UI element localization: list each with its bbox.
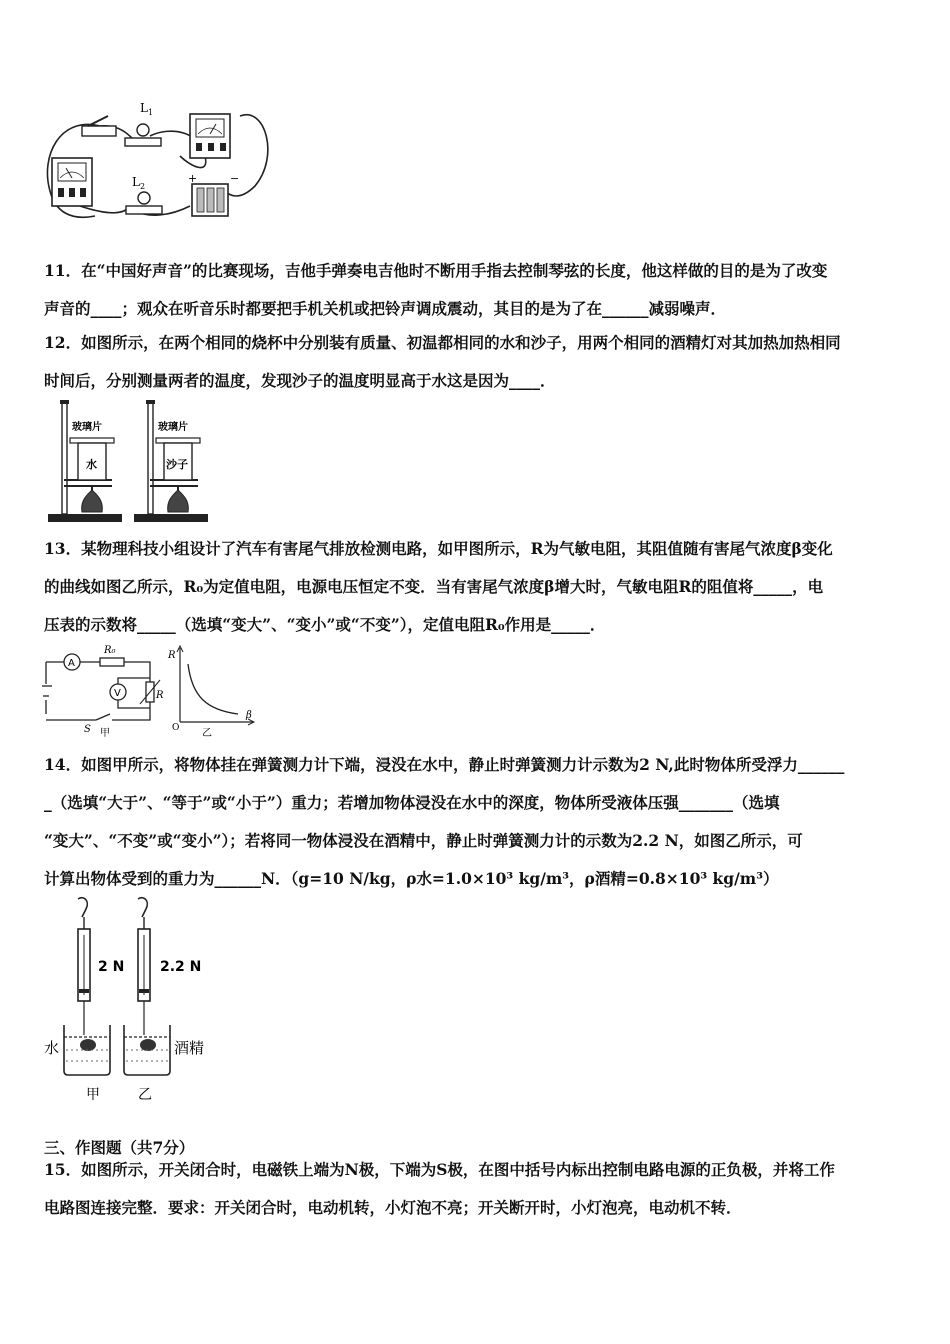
switch-label: S <box>84 724 91 735</box>
q12-line-1: 12．如图所示，在两个相同的烧杯中分别装有质量、初温都相同的水和沙子，用两个相同的酒精灯对其加热加热相同 <box>44 333 841 352</box>
question-11 <box>44 252 910 328</box>
water-label: 水 <box>86 458 97 471</box>
spring-scale-yi <box>138 898 156 1051</box>
glass-label-right: 玻璃片 <box>158 422 188 433</box>
beaker-water <box>64 1025 110 1075</box>
q11-line-2: 声音的____；观众在听音乐时都要把手机关机或把铃声调成震动，其目的是为了在______减弱噪声． <box>44 299 727 318</box>
ammeter-label: A <box>68 658 75 669</box>
lamp-l2 <box>138 192 150 204</box>
axis-beta-label: β <box>246 710 252 721</box>
sand-label: 沙子 <box>166 458 188 471</box>
origin-label: O <box>172 723 180 733</box>
reading-2n: 2 N <box>98 959 125 975</box>
figure-jia-label: 甲 <box>100 728 110 738</box>
q13-line-1: 13．某物理科技小组设计了汽车有害尾气排放检测电路，如甲图所示，R为气敏电阻，其阻值随有害尾气浓度β变化 <box>44 539 833 558</box>
q14-line-3: “变大”、“不变”或“变小”）；若将同一物体浸没在酒精中，静止时弹簧测力计的示数为2.2 N，如图乙所示，可 <box>44 831 803 850</box>
r0-label: R₀ <box>104 645 116 656</box>
spring-scale-jia <box>78 898 96 1051</box>
beaker-figure-q12 <box>44 400 214 528</box>
spring-scale-figure-q14 <box>40 895 230 1105</box>
alcohol-label: 酒精 <box>174 1039 205 1057</box>
stand-sand <box>134 400 208 522</box>
circuit-figure-q10 <box>40 96 280 226</box>
resistor-r0 <box>100 658 124 666</box>
battery-plus-label: + <box>188 172 198 185</box>
r-beta-graph <box>177 646 254 725</box>
q11-line-1: 11．在“中国好声音”的比赛现场，吉他手弹奏电吉他时不断用手指去控制琴弦的长度，他这样做的目的是为了改变 <box>44 261 828 280</box>
lamp-l1-label: $L_1$ <box>140 101 154 117</box>
beaker-alcohol <box>124 1025 170 1075</box>
q15-line-2: 电路图连接完整．要求：开关闭合时，电动机转，小灯泡不亮；开关断开时，小灯泡亮，电动机不转． <box>44 1198 742 1217</box>
circuit-graph-figure-q13 <box>42 642 262 738</box>
switch-s <box>96 714 110 720</box>
q14-line-1: 14．如图甲所示，将物体挂在弹簧测力计下端，浸没在水中，静止时弹簧测力计示数为2 N,此时物体所受浮力______ <box>44 755 845 774</box>
stand-water <box>48 400 122 522</box>
q14-line-4: 计算出物体受到的重力为______N．（g=10 N/kg，ρ水=1.0×10³ kg/m³，ρ酒精=0.8×10³ kg/m³） <box>44 869 779 888</box>
switch-base <box>82 126 116 136</box>
lamp-l2-label: $L_2$ <box>132 175 146 191</box>
section-3-heading: 三、作图题（共7分） <box>44 1138 195 1157</box>
question-12 <box>44 324 910 400</box>
battery <box>192 184 228 216</box>
battery-minus-label: − <box>230 172 240 185</box>
figure-yi-label: 乙 <box>202 728 212 738</box>
r-label: R <box>156 690 164 701</box>
question-13 <box>44 530 910 644</box>
figure-yi-label-q14: 乙 <box>138 1087 152 1103</box>
q13-line-3: 压表的示数将_____（选填“变大”、“变小”或“不变”），定值电阻R₀作用是_____． <box>44 615 606 634</box>
axis-r-label: R <box>168 650 176 661</box>
reading-2-2n: 2.2 N <box>160 959 202 975</box>
figure-jia-label-q14: 甲 <box>86 1087 100 1103</box>
lamp-l1 <box>137 124 149 136</box>
q12-line-2: 时间后，分别测量两者的温度，发现沙子的温度明显高于水这是因为____． <box>44 371 556 390</box>
question-15 <box>44 1151 910 1227</box>
voltmeter-label: V <box>114 688 121 699</box>
water-label-q14: 水 <box>44 1039 60 1057</box>
q15-line-1: 15．如图所示，开关闭合时，电磁铁上端为N极，下端为S极，在图中括号内标出控制电路电源的正负极，并将工作 <box>44 1160 835 1179</box>
q14-line-2: _（选填“大于”、“等于”或“小于”）重力；若增加物体浸没在水中的深度，物体所受液体压强_______（选填 <box>44 793 780 812</box>
question-14 <box>44 746 910 898</box>
q13-line-2: 的曲线如图乙所示，R₀为定值电阻，电源电压恒定不变．当有害尾气浓度β增大时，气敏电阻R的阻值将_____，电 <box>44 577 824 596</box>
glass-label-left: 玻璃片 <box>72 422 102 433</box>
